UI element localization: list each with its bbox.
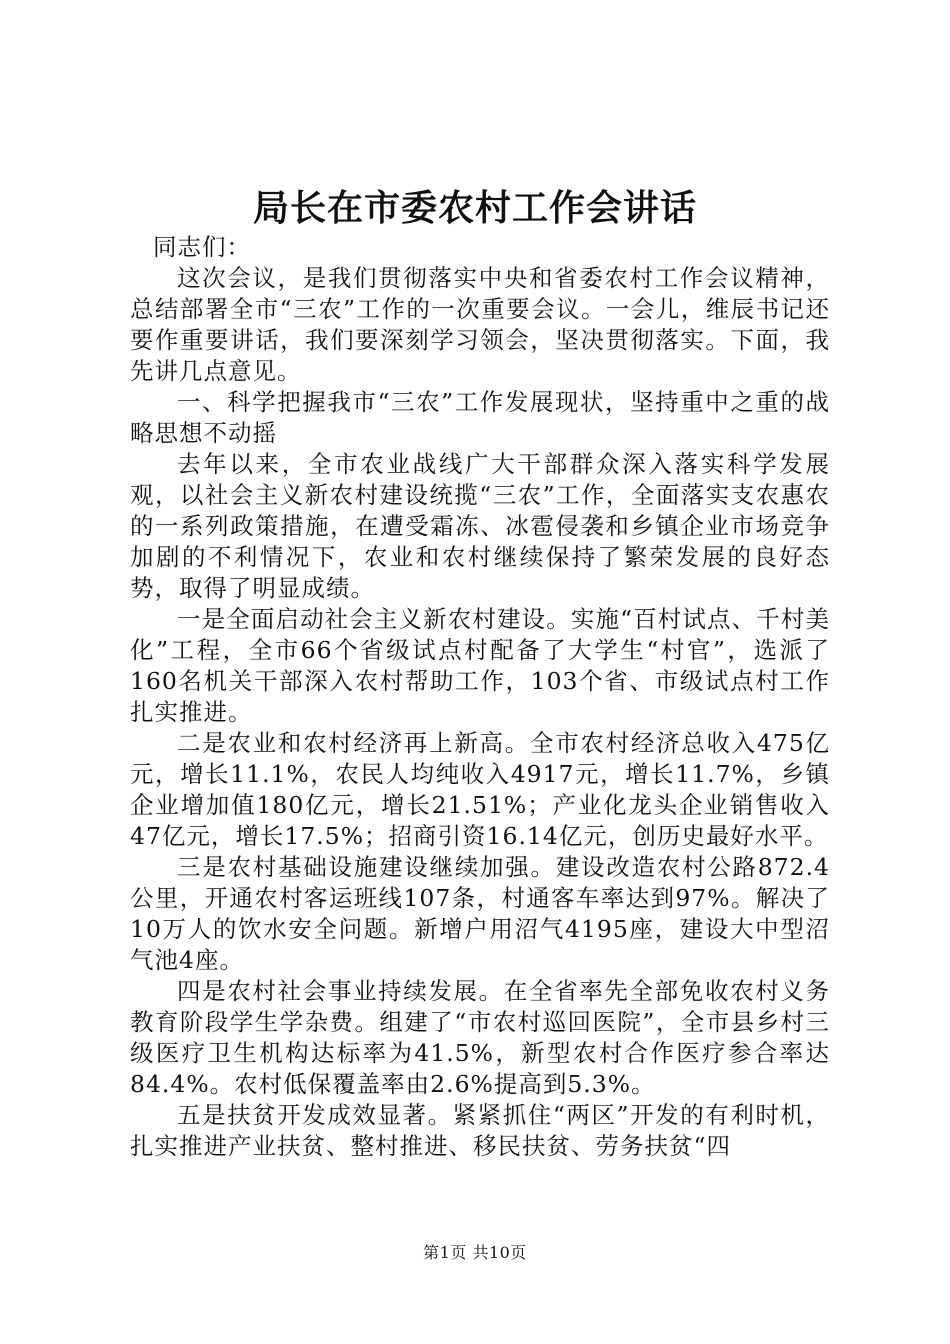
document-title: 局长在市委农村工作会讲话 — [252, 187, 697, 229]
paragraph-overview: 去年以来，全市农业战线广大干部群众深入落实科学发展观，以社会主义新农村建设统揽“三农”工作，全面落实支农惠农的一系列政策措施，在遭受霜冻、冰雹侵袭和乡镇企业市场竞争加剧的不利情况下，农业和农村继续保持了繁荣发展的良好态势，取得了明显成绩。 — [130, 450, 830, 602]
paragraph-intro: 这次会议，是我们贯彻落实中央和省委农村工作会议精神，总结部署全市“三农”工作的一次重要会议。一会儿，维辰书记还要作重要讲话，我们要深刻学习领会，坚决贯彻落实。下面，我先讲几点意见。 — [130, 264, 830, 385]
page-number-footer: 第1页 共10页 — [423, 1243, 527, 1262]
paragraph-point-4: 四是农村社会事业持续发展。在全省率先全部免收农村义务教育阶段学生学杂费。组建了“市农村巡回医院”，全市县乡村三级医疗卫生机构达标率为41.5%，新型农村合作医疗参合率达84.4%。农村低保覆盖率由2.6%提高到5.3%。 — [130, 977, 830, 1098]
salutation: 同志们： — [153, 233, 251, 261]
document-body — [130, 232, 830, 1162]
paragraph-point-5: 五是扶贫开发成效显著。紧紧抓住“两区”开发的有利时机，扎实推进产业扶贫、整村推进、移民扶贫、劳务扶贫“四 — [130, 1101, 830, 1160]
section-heading-1: 一、科学把握我市“三农”工作发展现状，坚持重中之重的战略思想不动摇 — [130, 388, 830, 447]
paragraph-point-1: 一是全面启动社会主义新农村建设。实施“百村试点、千村美化”工程，全市66个省级试点村配备了大学生“村官”，选派了160名机关干部深入农村帮助工作，103个省、市级试点村工作扎实推进。 — [130, 605, 830, 726]
paragraph-point-2: 二是农业和农村经济再上新高。全市农村经济总收入475亿元，增长11.1%，农民人均纯收入4917元，增长11.7%，乡镇企业增加值180亿元，增长21.51%；产业化龙头企业销售收入47亿元，增长17.5%；招商引资16.14亿元，创历史最好水平。 — [130, 729, 830, 850]
paragraph-point-3: 三是农村基础设施建设继续加强。建设改造农村公路872.4公里，开通农村客运班线107条，村通客车率达到97%。解决了10万人的饮水安全问题。新增户用沼气4195座，建设大中型沼气池4座。 — [130, 853, 830, 974]
